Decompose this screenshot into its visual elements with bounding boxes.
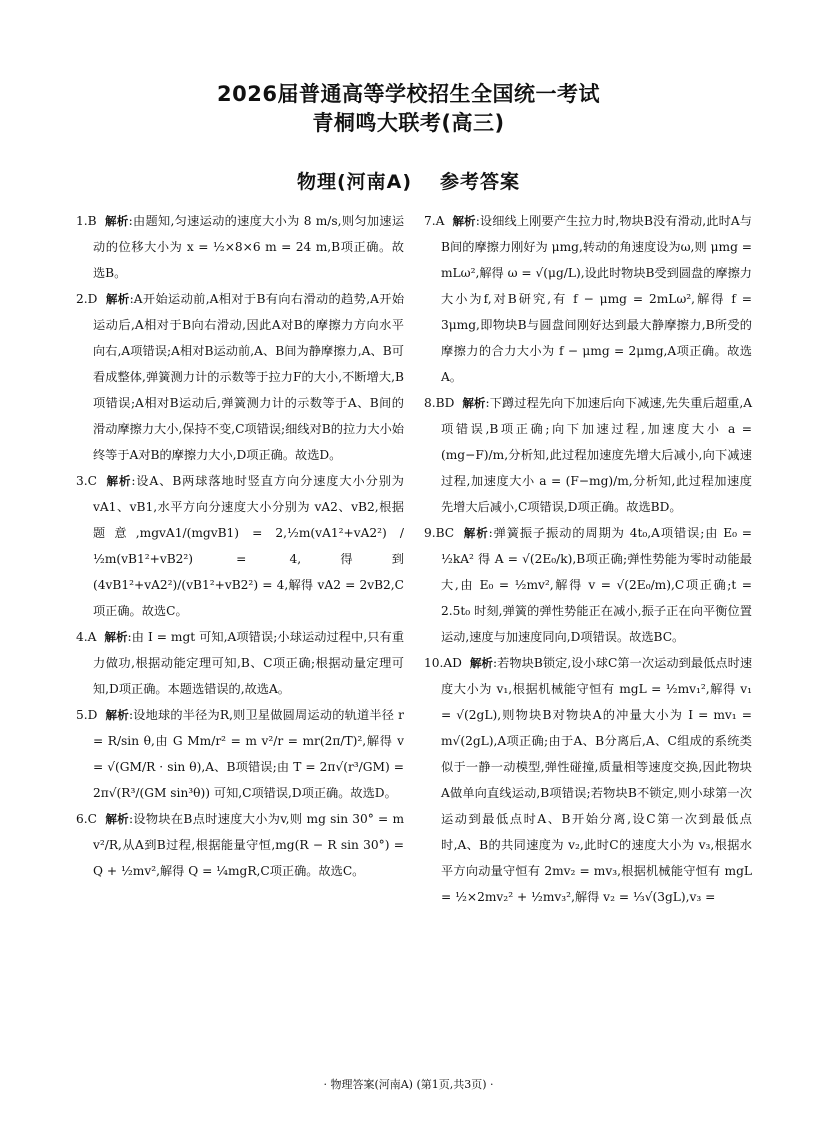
page-footer: · 物理答案(河南A) (第1页,共3页) · xyxy=(323,1078,494,1091)
answer-label: 参考答案 xyxy=(440,171,521,193)
answer-item: 8.BD 解析:下蹲过程先向下加速后向下减速,先失重后超重,A项错误,B项正确;向下加速过程,加速度大小 a = (mg−F)/m,分析知,此过程加速度先增大后减小,向下减速过程,加速度大小 a = (F−mg)/m,分析知,此过程加速度先增大后减小,C项错误,D项正确。故选BD。 xyxy=(424,396,753,514)
right-column xyxy=(424,208,752,910)
answer-item: 7.A 解析:设细线上刚要产生拉力时,物块B没有滑动,此时A与B间的摩擦力刚好为 μmg,转动的角速度设为ω,则 μmg = mLω²,解得 ω = √(μg/L),设此时物块B受到圆盘的摩擦力大小为f,对B研究,有 f − μmg = 2mLω²,解得 f = 3μmg,即物块B与圆盘间刚好达到最大静摩擦力,B所受的摩擦力的合力大小为 f − μmg = 2μmg,A项正确。故选A。 xyxy=(424,214,752,384)
subject-name: 物理(河南A) xyxy=(296,171,413,193)
answer-item: 3.C 解析:设A、B两球落地时竖直方向分速度大小分别为 vA1、vB1,水平方向分速度大小分别为 vA2、vB2,根据题意,mgvA1/(mgvB1) = 2,½m(vA1²+vA2²) / ½m(vB1²+vB2²) = 4,得到 (4vB1²+vA2²)/(vB1²+vB2²) = 4,解得 vA2 = 2vB2,C项正确。故选C。 xyxy=(76,474,404,618)
left-column xyxy=(76,208,404,884)
answer-item: 4.A 解析:由 I = mgt 可知,A项错误;小球运动过程中,只有重力做功,根据动能定理可知,B、C项正确;根据动量定理可知,D项正确。本题选错误的,故选A。 xyxy=(76,630,405,696)
answer-item: 2.D 解析:A开始运动前,A相对于B有向右滑动的趋势,A开始运动后,A相对于B向右滑动,因此A对B的摩擦力方向水平向右,A项错误;A相对B运动前,A、B间为静摩擦力,A、B可看成整体,弹簧测力计的示数等于拉力F的大小,不断增大,B项错误;A相对B运动后,弹簧测力计的示数等于A、B间的滑动摩擦力大小,保持不变,C项错误;细线对B的拉力大小始终等于A对B的摩擦力大小,D项正确。故选D。 xyxy=(76,292,405,462)
answer-item: 9.BC 解析:弹簧振子振动的周期为 4t₀,A项错误;由 E₀ = ½kA² 得 A = √(2E₀/k),B项正确;弹性势能为零时动能最大,由 E₀ = ½mv²,解得 v = √(2E₀/m),C项正确;t = 2.5t₀ 时刻,弹簧的弹性势能正在减小,振子正在向平衡位置运动,速度与加速度同向,D项错误。故选BC。 xyxy=(424,526,753,644)
exam-subtitle: 青桐鸣大联考(高三) xyxy=(312,111,505,135)
subject-heading xyxy=(0,167,817,194)
answer-item: 6.C 解析:设物块在B点时速度大小为v,则 mg sin 30° = m v²/R,从A到B过程,根据能量守恒,mg(R − R sin 30°) = Q + ½mv²,解得 Q = ¼mgR,C项正确。故选C。 xyxy=(76,812,405,878)
answer-item: 5.D 解析:设地球的半径为R,则卫星做圆周运动的轨道半径 r = R/sin θ,由 G Mm/r² = m v²/r = mr(2π/T)²,解得 v = √(GM/R · sin θ),A、B项错误;由 T = 2π√(r³/GM) = 2π√(R³/(GM sin³θ)) 可知,C项错误,D项正确。故选D。 xyxy=(76,708,404,800)
answer-item: 1.B 解析:由题知,匀速运动的速度大小为 8 m/s,则匀加速运动的位移大小为 x = ½×8×6 m = 24 m,B项正确。故选B。 xyxy=(76,214,405,280)
answer-item: 10.AD 解析:若物块B锁定,设小球C第一次运动到最低点时速度大小为 v₁,根据机械能守恒有 mgL = ½mv₁²,解得 v₁ = √(2gL),则物块B对物块A的冲量大小为 I = mv₁ = m√(2gL),A项正确;由于A、B分离后,A、C组成的系统类似于一静一动模型,弹性碰撞,质量相等速度交换,因此物块A做单向直线运动,B项错误;若物块B不锁定,则小球第一次运动到最低点时A、B开始分离,设C第一次到最低点时,A、B的共同速度为 v₂,此时C的速度大小为 v₃,根据水平方向动量守恒有 2mv₂ = mv₃,根据机械能守恒有 mgL = ½×2mv₂² + ½mv₃²,解得 v₂ = ⅓√(3gL),v₃ = xyxy=(424,656,753,904)
exam-title: 2026届普通高等学校招生全国统一考试 xyxy=(217,82,600,106)
page-header xyxy=(0,80,817,194)
